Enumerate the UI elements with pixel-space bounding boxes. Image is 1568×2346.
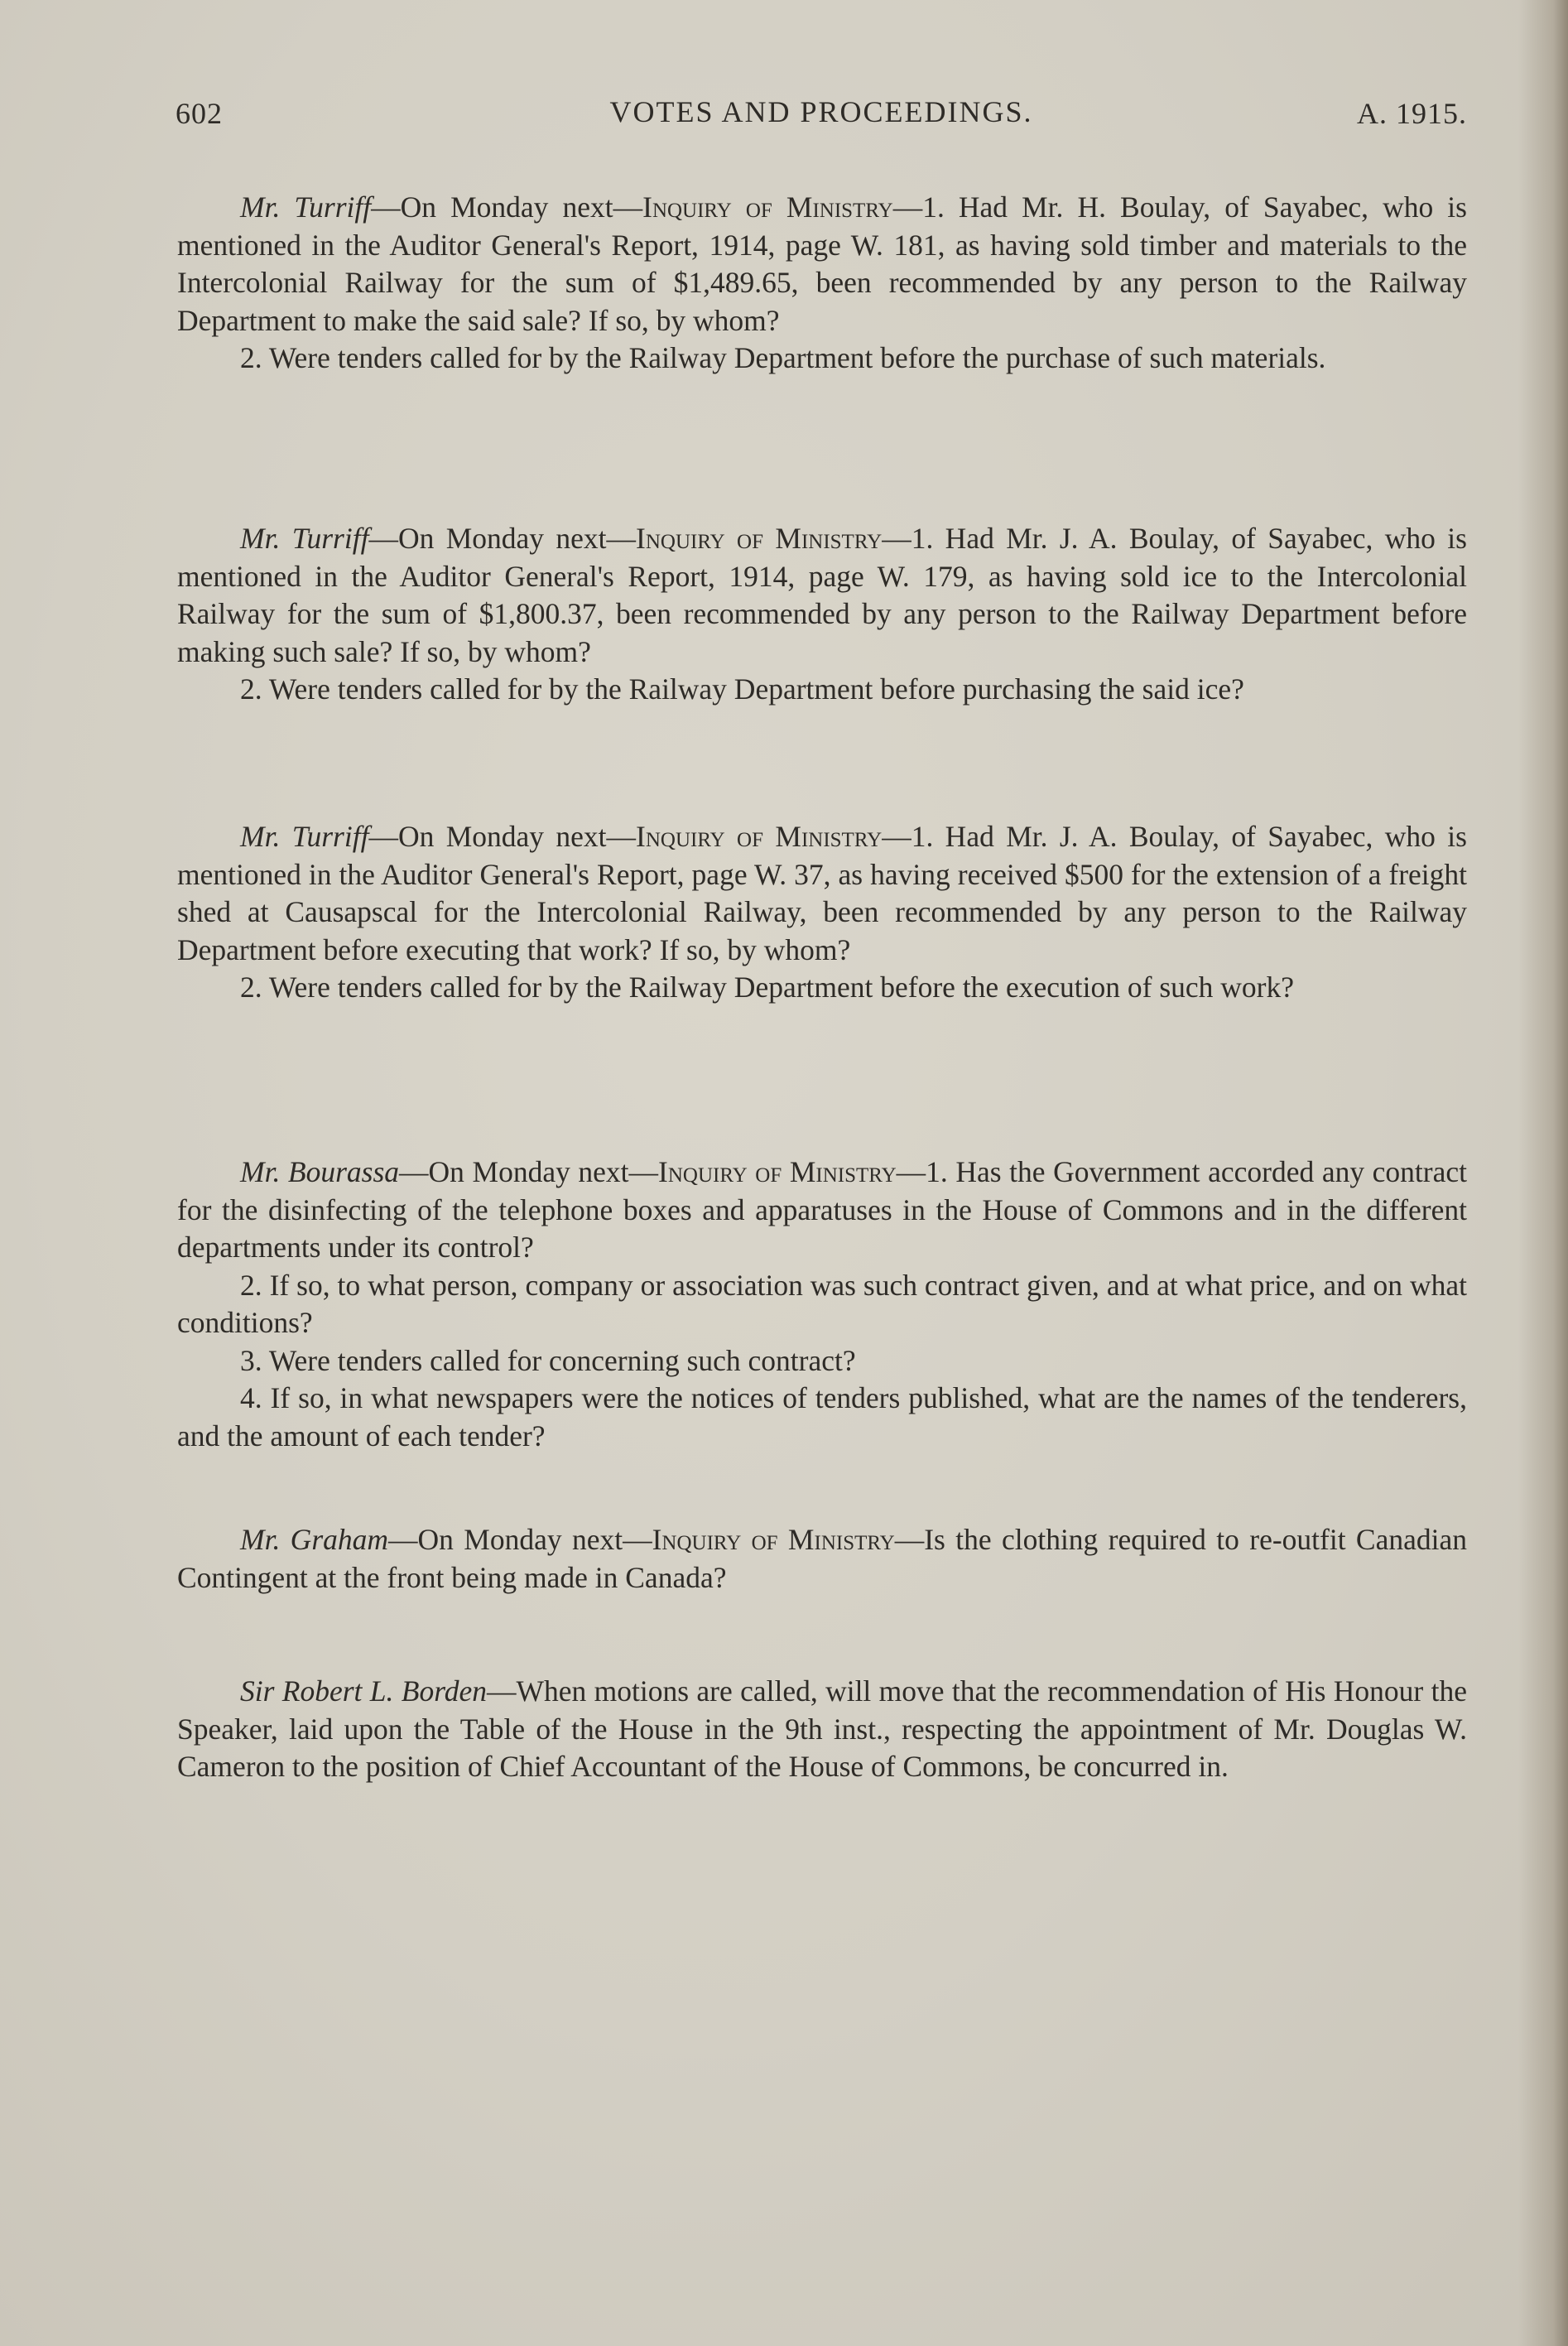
member-name: Sir Robert L. Borden bbox=[240, 1674, 487, 1708]
notice-paragraph bbox=[177, 1521, 1467, 1597]
inquiry-label: Inquiry of Ministry bbox=[636, 522, 883, 555]
notice-paragraph bbox=[177, 1673, 1467, 1786]
dash: — bbox=[892, 190, 923, 224]
notice-entry-bourassa bbox=[177, 1154, 1467, 1455]
dash: — bbox=[399, 1155, 429, 1188]
question-text: 1. Had Mr. H. Boulay, of Sayabec, who is mentioned in the Auditor General's Report, 1914, page W. 181, as having sold timber and materials to the Intercolonial Railway for the sum of $1,489.65, been recommended by any person to the Railway Department to make the said sale? If so, by whom? bbox=[177, 190, 1467, 337]
member-name: Mr. Turriff bbox=[240, 522, 369, 555]
question-paragraph: 2. If so, to what person, company or association was such contract given, and at what price, and on what conditions? bbox=[177, 1268, 1467, 1339]
dash: — bbox=[368, 522, 398, 555]
dash: — bbox=[371, 190, 401, 224]
dash: — bbox=[882, 820, 911, 853]
member-name: Mr. Graham bbox=[240, 1523, 389, 1556]
question-paragraph: 4. If so, in what newspapers were the notices of tenders published, what are the names of the tenderers, and the amount of each tender? bbox=[177, 1381, 1467, 1452]
dash: — bbox=[606, 522, 637, 555]
running-title: VOTES AND PROCEEDINGS. bbox=[609, 95, 1033, 128]
question-paragraph: 2. Were tenders called for by the Railway Department before purchasing the said ice? bbox=[240, 672, 1244, 706]
notice-lead: On Monday next bbox=[400, 190, 613, 224]
motion-text: When motions are called, will move that the recommendation of His Honour the Speaker, laid upon the Table of the House in the 9th inst., respecting the appointment of Mr. Douglas W. Cameron to the position of Chief Accountant of the House of Commons, be concurred in. bbox=[177, 1674, 1467, 1783]
notice-entry-graham bbox=[177, 1521, 1467, 1597]
dash: — bbox=[628, 1155, 659, 1188]
dash: — bbox=[606, 820, 637, 853]
notice-paragraph bbox=[177, 1154, 1467, 1267]
dash: — bbox=[486, 1674, 517, 1708]
notice-paragraph bbox=[177, 818, 1467, 969]
notice-lead: On Monday next bbox=[397, 522, 607, 555]
notice-entry-turriff-ice bbox=[177, 520, 1467, 709]
question-text: 1. Has the Government accorded any contract for the disinfecting of the telephone boxes and apparatuses in the House of Commons and in the different departments under its control? bbox=[177, 1155, 1467, 1264]
notice-lead: On Monday next bbox=[417, 1523, 623, 1556]
inquiry-label: Inquiry of Ministry bbox=[658, 1155, 897, 1188]
question-paragraph: 3. Were tenders called for concerning such contract? bbox=[240, 1343, 856, 1377]
notice-entry-turriff-timber bbox=[177, 189, 1467, 378]
notice-entry-turriff-freight-shed bbox=[177, 818, 1467, 1007]
dash: — bbox=[882, 522, 911, 555]
session-year: A. 1915. bbox=[1357, 97, 1467, 130]
notice-entry-borden bbox=[177, 1673, 1467, 1786]
inquiry-label: Inquiry of Ministry bbox=[642, 190, 893, 224]
notice-lead: On Monday next bbox=[397, 820, 607, 853]
running-header bbox=[176, 91, 1467, 134]
dash: — bbox=[613, 190, 643, 224]
dash: — bbox=[388, 1523, 418, 1556]
dash: — bbox=[894, 1523, 925, 1556]
notice-paragraph bbox=[177, 189, 1467, 340]
dash: — bbox=[368, 820, 398, 853]
question-text: Is the clothing required to re-outfit Canadian Contingent at the front being made in Canada? bbox=[177, 1523, 1467, 1594]
question-text: 1. Had Mr. J. A. Boulay, of Sayabec, who is mentioned in the Auditor General's Report, 1914, page W. 179, as having sold ice to the Intercolonial Railway for the sum of $1,800.37, been recommended by any person to the Railway Department before making such sale? If so, by whom? bbox=[177, 522, 1467, 668]
member-name: Mr. Bourassa bbox=[240, 1155, 400, 1188]
member-name: Mr. Turriff bbox=[240, 820, 369, 853]
question-paragraph: 2. Were tenders called for by the Railway Department before the purchase of such materials. bbox=[240, 341, 1326, 374]
notice-paragraph bbox=[177, 520, 1467, 671]
page-edge-shadow bbox=[1518, 0, 1568, 2346]
page-number: 602 bbox=[176, 97, 223, 130]
question-text: 1. Had Mr. J. A. Boulay, of Sayabec, who is mentioned in the Auditor General's Report, page W. 37, as having received $500 for the extension of a freight shed at Causapscal for the Intercolonial Railway, been recommended by any person to the Railway Department before executing that work? If so, by whom? bbox=[177, 820, 1467, 966]
dash: — bbox=[896, 1155, 926, 1188]
inquiry-label: Inquiry of Ministry bbox=[652, 1523, 895, 1556]
dash: — bbox=[623, 1523, 652, 1556]
inquiry-label: Inquiry of Ministry bbox=[636, 820, 883, 853]
notice-lead: On Monday next bbox=[428, 1155, 629, 1188]
member-name: Mr. Turriff bbox=[240, 190, 372, 224]
question-paragraph: 2. Were tenders called for by the Railway Department before the execution of such work? bbox=[240, 971, 1295, 1004]
